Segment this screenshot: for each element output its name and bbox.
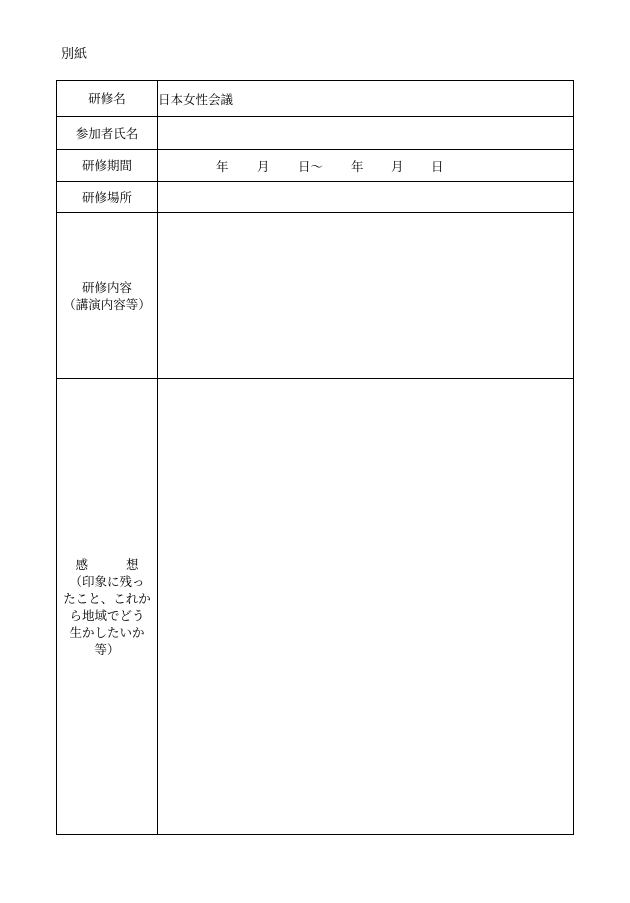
field-training-period[interactable] <box>158 150 574 182</box>
period-day-end: 日 <box>431 158 444 174</box>
field-training-content[interactable] <box>158 213 574 379</box>
label-impressions-char2: 想 <box>126 556 139 572</box>
label-impressions-line5: 生かしたいか <box>69 624 145 640</box>
field-training-name[interactable]: 日本女性会議 <box>158 81 574 117</box>
period-month-start: 月 <box>257 158 270 174</box>
label-impressions-line4: ら地域でどう <box>69 607 145 623</box>
field-participant-name[interactable] <box>158 117 574 150</box>
label-participant-name: 参加者氏名 <box>57 117 158 150</box>
row-training-period <box>57 150 574 182</box>
period-month-end: 月 <box>391 158 404 174</box>
label-impressions-line2: （印象に残っ <box>69 573 145 589</box>
label-impressions-line3: たこと、これか <box>63 590 151 606</box>
row-impressions <box>57 379 574 835</box>
row-training-location <box>57 182 574 213</box>
label-impressions-char1: 感 <box>75 556 88 572</box>
label-training-content-line1: 研修内容 <box>81 279 132 295</box>
field-impressions[interactable] <box>158 379 574 835</box>
label-impressions <box>57 379 158 835</box>
period-day-start-range: 日～ <box>298 158 324 174</box>
label-training-period: 研修期間 <box>57 150 158 182</box>
label-training-location: 研修場所 <box>57 182 158 213</box>
label-impressions-title <box>57 556 157 573</box>
training-report-form <box>56 80 574 835</box>
attachment-label: 別紙 <box>61 47 88 62</box>
period-line <box>158 150 573 181</box>
row-participant-name <box>57 117 574 150</box>
label-training-name: 研修名 <box>57 81 158 117</box>
row-training-name <box>57 81 574 117</box>
field-training-location[interactable] <box>158 182 574 213</box>
label-training-content-line2: （講演内容等） <box>63 296 151 312</box>
label-training-content <box>57 213 158 379</box>
period-year-start: 年 <box>216 158 229 174</box>
label-impressions-line6: 等） <box>94 641 120 657</box>
period-year-end: 年 <box>351 158 364 174</box>
row-training-content <box>57 213 574 379</box>
